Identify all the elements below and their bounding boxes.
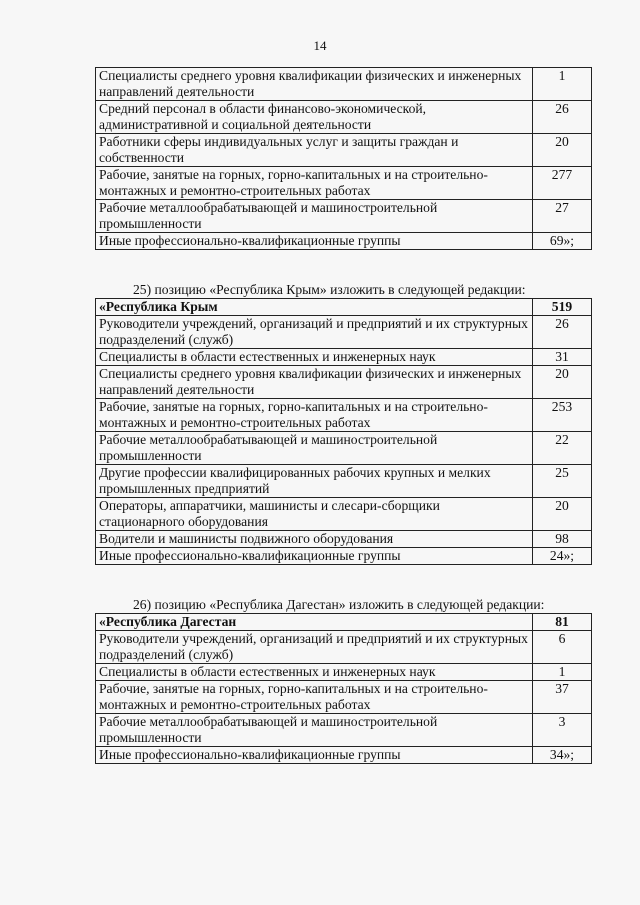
row-value: 26 bbox=[533, 101, 592, 134]
row-value: 22 bbox=[533, 432, 592, 465]
row-label: Средний персонал в области финансово-экономической, административной и социальной деятельности bbox=[96, 101, 533, 134]
row-label: Иные профессионально-квалификационные группы bbox=[96, 548, 533, 565]
table-row bbox=[96, 498, 592, 531]
table-header-row bbox=[96, 614, 592, 631]
row-value: 1 bbox=[533, 664, 592, 681]
row-value: 20 bbox=[533, 134, 592, 167]
row-value: 519 bbox=[533, 299, 592, 316]
row-label: Иные профессионально-квалификационные группы bbox=[96, 747, 533, 764]
table-row bbox=[96, 200, 592, 233]
table-row bbox=[96, 714, 592, 747]
row-label: Специалисты в области естественных и инженерных наук bbox=[96, 349, 533, 366]
table-row bbox=[96, 134, 592, 167]
row-label: Иные профессионально-квалификационные группы bbox=[96, 233, 533, 250]
table-row bbox=[96, 747, 592, 764]
row-value: 27 bbox=[533, 200, 592, 233]
row-value: 6 bbox=[533, 631, 592, 664]
row-value: 26 bbox=[533, 316, 592, 349]
row-label: Операторы, аппаратчики, машинисты и слесари-сборщики стационарного оборудования bbox=[96, 498, 533, 531]
table-row bbox=[96, 432, 592, 465]
row-value: 277 bbox=[533, 167, 592, 200]
row-value: 1 bbox=[533, 68, 592, 101]
row-label: Специалисты среднего уровня квалификации физических и инженерных направлений деятельности bbox=[96, 366, 533, 399]
table-row bbox=[96, 366, 592, 399]
row-label: Работники сферы индивидуальных услуг и защиты граждан и собственности bbox=[96, 134, 533, 167]
row-label: Руководители учреждений, организаций и предприятий и их структурных подразделений (служб) bbox=[96, 316, 533, 349]
row-label: Рабочие, занятые на горных, горно-капитальных и на строительно-монтажных и ремонтно-строительных работах bbox=[96, 399, 533, 432]
table-row bbox=[96, 316, 592, 349]
row-value: 25 bbox=[533, 465, 592, 498]
row-label: Рабочие металлообрабатывающей и машиностроительной промышленности bbox=[96, 432, 533, 465]
table-crimea bbox=[95, 298, 592, 565]
table-continuation bbox=[95, 67, 592, 250]
row-label: Специалисты среднего уровня квалификации физических и инженерных направлений деятельности bbox=[96, 68, 533, 101]
table-row bbox=[96, 664, 592, 681]
row-label: Рабочие, занятые на горных, горно-капитальных и на строительно-монтажных и ремонтно-строительных работах bbox=[96, 681, 533, 714]
table-row bbox=[96, 349, 592, 366]
table-header-row bbox=[96, 299, 592, 316]
row-label: Руководители учреждений, организаций и предприятий и их структурных подразделений (служб) bbox=[96, 631, 533, 664]
table-row bbox=[96, 233, 592, 250]
row-label: Рабочие металлообрабатывающей и машиностроительной промышленности bbox=[96, 714, 533, 747]
table-row bbox=[96, 167, 592, 200]
row-value: 253 bbox=[533, 399, 592, 432]
table-row bbox=[96, 681, 592, 714]
row-label: «Республика Крым bbox=[96, 299, 533, 316]
table-row bbox=[96, 531, 592, 548]
row-value: 81 bbox=[533, 614, 592, 631]
table-row bbox=[96, 465, 592, 498]
row-label: Рабочие металлообрабатывающей и машиностроительной промышленности bbox=[96, 200, 533, 233]
paragraph-25: 25) позицию «Республика Крым» изложить в следующей редакции: bbox=[133, 282, 526, 297]
row-label: Специалисты в области естественных и инженерных наук bbox=[96, 664, 533, 681]
row-value: 3 bbox=[533, 714, 592, 747]
row-value: 20 bbox=[533, 366, 592, 399]
row-value: 37 bbox=[533, 681, 592, 714]
row-label: Водители и машинисты подвижного оборудования bbox=[96, 531, 533, 548]
table-row bbox=[96, 631, 592, 664]
row-value: 98 bbox=[533, 531, 592, 548]
row-value: 24»; bbox=[533, 548, 592, 565]
table-dagestan bbox=[95, 613, 592, 764]
row-label: Рабочие, занятые на горных, горно-капитальных и на строительно-монтажных и ремонтно-строительных работах bbox=[96, 167, 533, 200]
page-number: 14 bbox=[313, 38, 327, 53]
table-row bbox=[96, 68, 592, 101]
table-row bbox=[96, 399, 592, 432]
row-value: 31 bbox=[533, 349, 592, 366]
row-value: 20 bbox=[533, 498, 592, 531]
row-value: 34»; bbox=[533, 747, 592, 764]
table-row bbox=[96, 101, 592, 134]
paragraph-26: 26) позицию «Республика Дагестан» изложить в следующей редакции: bbox=[133, 597, 545, 612]
row-value: 69»; bbox=[533, 233, 592, 250]
row-label: Другие профессии квалифицированных рабочих крупных и мелких промышленных предприятий bbox=[96, 465, 533, 498]
table-row bbox=[96, 548, 592, 565]
row-label: «Республика Дагестан bbox=[96, 614, 533, 631]
